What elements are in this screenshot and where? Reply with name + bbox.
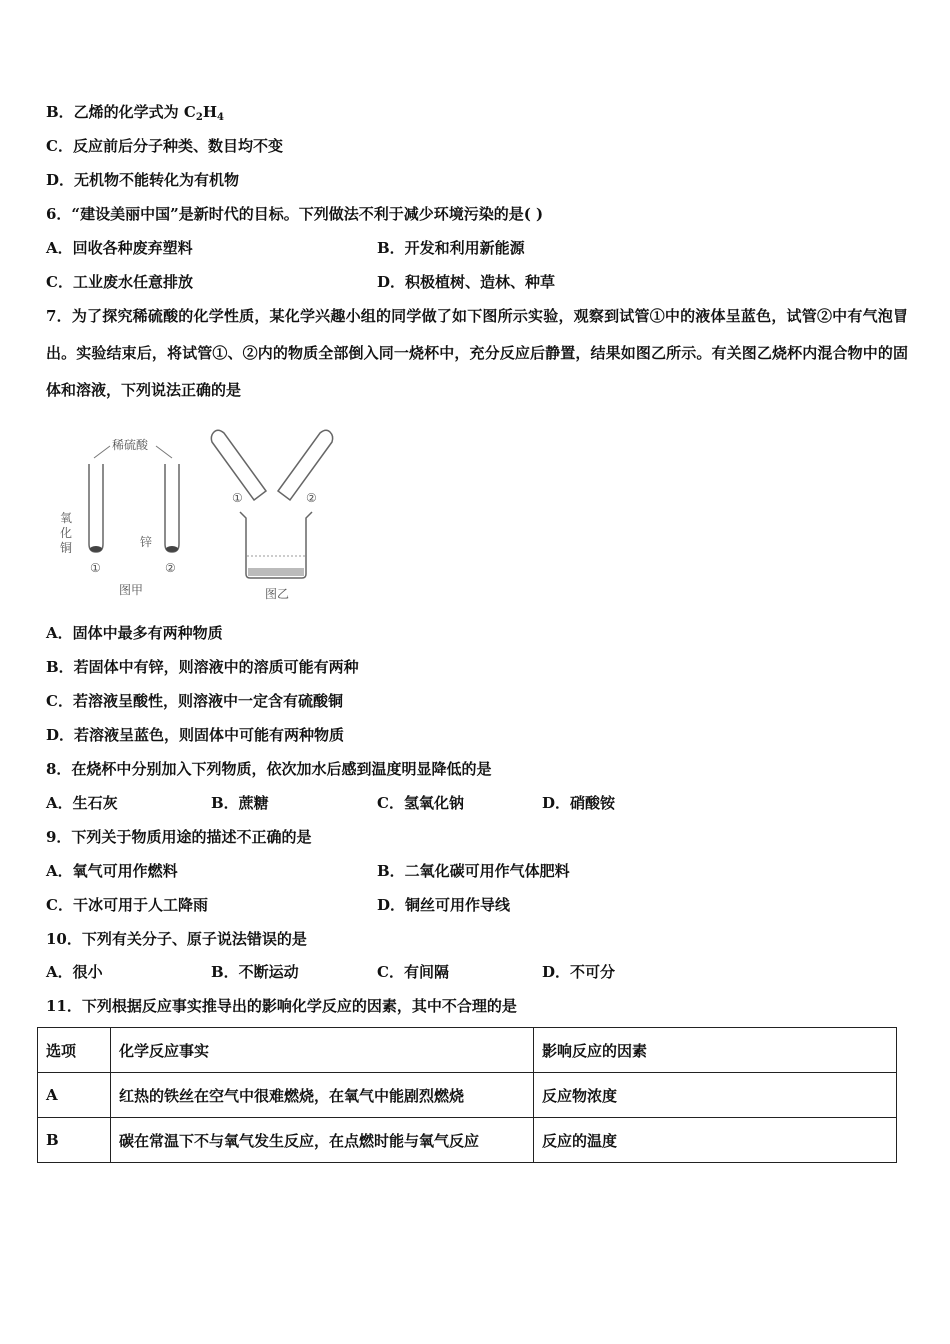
option-a-q8: A．生石灰	[46, 794, 118, 812]
test-tube-1	[89, 464, 103, 552]
table-cell-fact: 碳在常温下不与氧气发生反应，在点燃时能与氧气反应	[111, 1118, 534, 1163]
tilted-tube-1	[211, 430, 266, 500]
option-d-q7: D．若溶液呈蓝色，则固体中可能有两种物质	[46, 726, 345, 744]
acid-arrow-left	[94, 446, 110, 458]
option-d-q5: D．无机物不能转化为有机物	[46, 171, 240, 189]
table-cell-fact: 红热的铁丝在空气中很难燃烧，在氧气中能剧烈燃烧	[111, 1073, 534, 1118]
acid-arrow-right	[156, 446, 172, 458]
caption-figure-a: 图甲	[119, 583, 144, 597]
beaker-solid	[248, 568, 304, 576]
tilted-tube-1-number: ①	[232, 491, 243, 505]
option-b-q7: B．若固体中有锌，则溶液中的溶质可能有两种	[46, 658, 359, 676]
acid-label: 稀硫酸	[112, 438, 149, 452]
option-d-q9: D．铜丝可用作导线	[377, 896, 511, 914]
tube-2-number: ②	[165, 561, 176, 575]
option-a-q6: A．回收各种废弃塑料	[46, 239, 193, 257]
zinc-solid	[166, 546, 178, 552]
option-c-q6: C．工业废水任意排放	[46, 273, 193, 291]
zinc-label: 锌	[140, 535, 153, 549]
question-8: 8．在烧杯中分别加入下列物质，依次加水后感到温度明显降低的是	[46, 760, 492, 778]
table-cell-option: B	[38, 1118, 111, 1163]
option-d-q6: D．积极植树、造林、种草	[377, 273, 556, 291]
test-tube-2	[165, 464, 179, 552]
option-b-q10: B．不断运动	[211, 963, 299, 981]
question-7: 7．为了探究稀硫酸的化学性质，某化学兴趣小组的同学做了如下图所示实验，观察到试管①中的液体呈蓝色，试管②中有气泡冒出。实验结束后，将试管①、②内的物质全部倒入同一烧杯中，充分反应后静置，结果如图乙所示。有关图乙烧杯内混合物中的固体和溶液，下列说法正确的是	[46, 307, 908, 399]
table-cell-option: A	[38, 1073, 111, 1118]
option-d-q8: D．硝酸铵	[542, 794, 616, 812]
tilted-tube-2	[278, 430, 333, 500]
table-cell-factor: 反应物浓度	[534, 1073, 897, 1118]
option-a-q9: A．氧气可用作燃料	[46, 862, 178, 880]
option-c-q5: C．反应前后分子种类、数目均不变	[46, 137, 283, 155]
cuo-solid	[90, 546, 102, 552]
question-11-table	[37, 1027, 897, 1163]
table-cell-factor: 反应的温度	[534, 1118, 897, 1163]
option-b-q8: B．蔗糖	[211, 794, 269, 812]
option-a-q10: A．很小	[46, 963, 103, 981]
option-b-q9: B．二氧化碳可用作气体肥料	[377, 862, 570, 880]
option-c-q7: C．若溶液呈酸性，则溶液中一定含有硫酸铜	[46, 692, 343, 710]
option-c-q9: C．干冰可用于人工降雨	[46, 896, 208, 914]
option-a-q7: A．固体中最多有两种物质	[46, 624, 223, 642]
tube-1-number: ①	[90, 561, 101, 575]
experiment-figure	[52, 424, 352, 604]
table-header-option: 选项	[38, 1028, 111, 1073]
table-row	[38, 1118, 897, 1163]
question-11: 11．下列根据反应事实推导出的影响化学反应的因素，其中不合理的是	[46, 997, 517, 1015]
option-b-q5: B．乙烯的化学式为 $C_2H_4$	[46, 103, 224, 123]
cuo-label-3: 铜	[60, 541, 73, 555]
option-d-q10: D．不可分	[542, 963, 616, 981]
table-header-fact: 化学反应事实	[111, 1028, 534, 1073]
caption-figure-b: 图乙	[265, 587, 290, 601]
table-header-factor: 影响反应的因素	[534, 1028, 897, 1073]
question-6: 6．“建设美丽中国”是新时代的目标。下列做法不利于减少环境污染的是( )	[46, 205, 544, 223]
cuo-label-1: 氧	[60, 511, 73, 525]
option-c-q10: C．有间隔	[377, 963, 449, 981]
question-10: 10．下列有关分子、原子说法错误的是	[46, 930, 307, 948]
table-row	[38, 1073, 897, 1118]
question-9: 9．下列关于物质用途的描述不正确的是	[46, 828, 312, 846]
option-c-q8: C．氢氧化钠	[377, 794, 464, 812]
tilted-tube-2-number: ②	[306, 491, 317, 505]
table-header-row	[38, 1028, 897, 1073]
cuo-label-2: 化	[60, 526, 73, 540]
option-b-q6: B．开发和利用新能源	[377, 239, 525, 257]
